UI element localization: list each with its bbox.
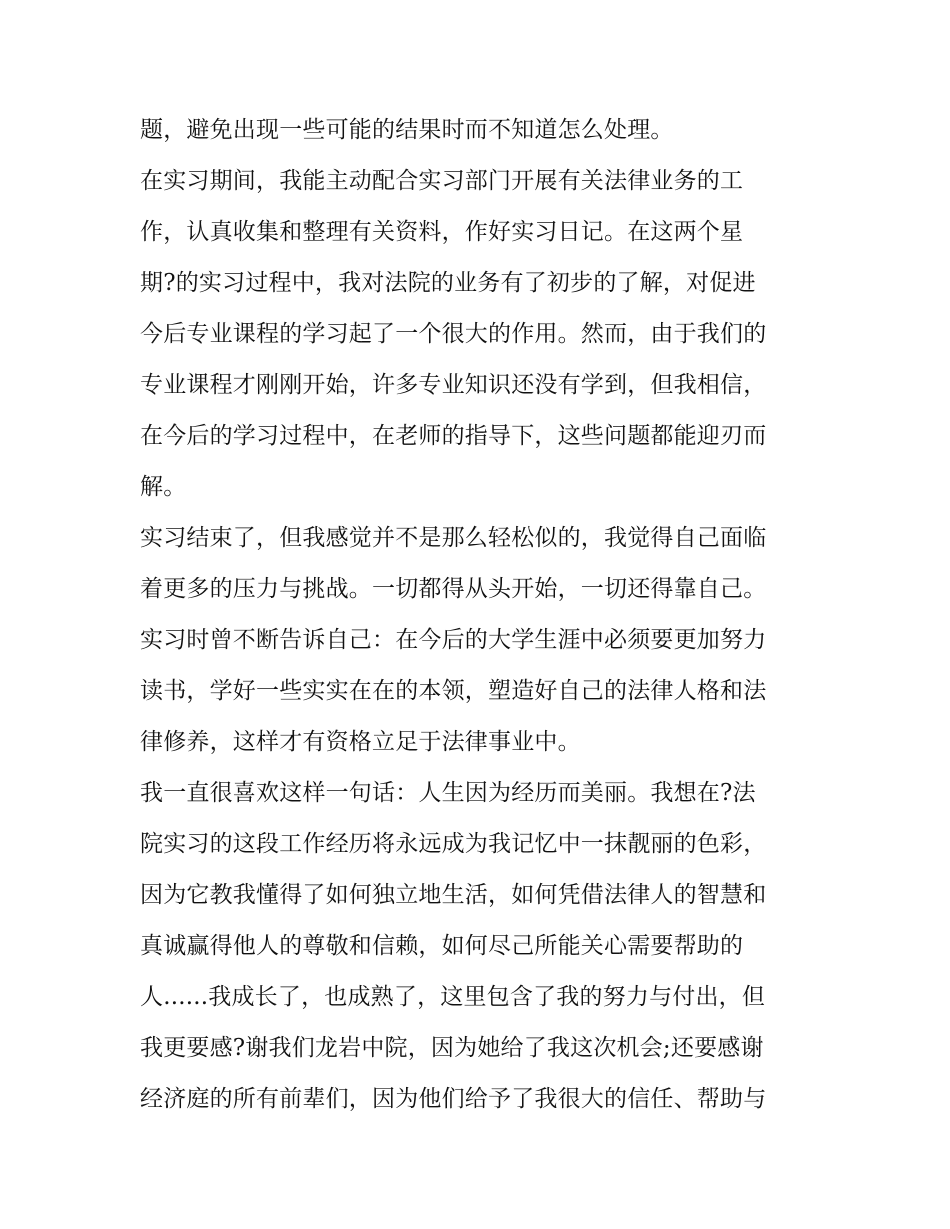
text-line: 因为它教我懂得了如何独立地生活，如何凭借法律人的智慧和 xyxy=(140,882,767,908)
text-line: 着更多的压力与挑战。一切都得从头开始，一切还得靠自己。 xyxy=(140,576,767,602)
document-body xyxy=(140,105,820,1125)
text-line: 实习结束了，但我感觉并不是那么轻松似的，我觉得自己面临 xyxy=(140,525,767,551)
text-line: 我更要感?谢我们龙岩中院，因为她给了我这次机会;还要感谢 xyxy=(140,1035,764,1061)
text-line: 专业课程才刚刚开始，许多专业知识还没有学到，但我相信， xyxy=(140,372,767,398)
text-line: 人......我成长了，也成熟了，这里包含了我的努力与付出，但 xyxy=(140,984,766,1010)
text-line: 期?的实习过程中，我对法院的业务有了初步的了解，对促进 xyxy=(140,270,756,296)
text-line: 经济庭的所有前辈们，因为他们给予了我很大的信任、帮助与 xyxy=(140,1086,767,1112)
text-line: 真诚赢得他人的尊敬和信赖，如何尽己所能关心需要帮助的 xyxy=(140,933,744,959)
text-line: 我一直很喜欢这样一句话：人生因为经历而美丽。我想在?法 xyxy=(140,780,756,806)
text-line: 院实习的这段工作经历将永远成为我记忆中一抹靓丽的色彩， xyxy=(140,831,767,857)
text-line: 今后专业课程的学习起了一个很大的作用。然而，由于我们的 xyxy=(140,321,767,347)
text-line: 解。 xyxy=(140,474,187,500)
text-line: 在今后的学习过程中，在老师的指导下，这些问题都能迎刃而 xyxy=(140,423,767,449)
text-line: 读书，学好一些实实在在的本领，塑造好自己的法律人格和法 xyxy=(140,678,767,704)
text-line: 作，认真收集和整理有关资料，作好实习日记。在这两个星 xyxy=(140,219,744,245)
text-line: 实习时曾不断告诉自己：在今后的大学生涯中必须要更加努力 xyxy=(140,627,767,653)
text-line: 律修养，这样才有资格立足于法律事业中。 xyxy=(140,729,581,755)
text-line: 题，避免出现一些可能的结果时而不知道怎么处理。 xyxy=(140,117,674,143)
text-line: 在实习期间，我能主动配合实习部门开展有关法律业务的工 xyxy=(140,168,744,194)
